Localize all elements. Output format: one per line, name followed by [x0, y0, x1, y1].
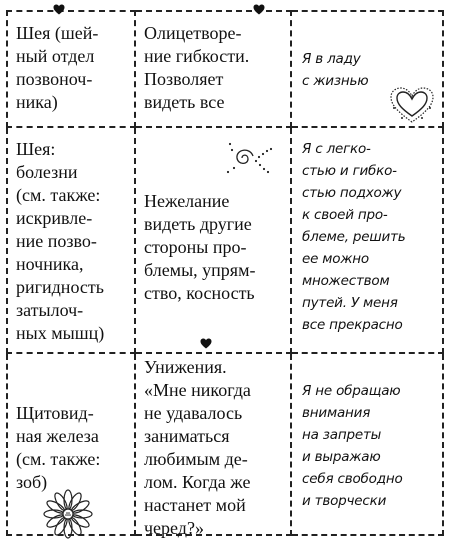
condition-text: Шея (шей- ный отдел позвоноч- ника) [16, 23, 99, 112]
cause-text: Нежелание видеть другие стороны про- блемы, упрям- ство, косность [144, 191, 256, 303]
daisy-flower-icon [42, 488, 94, 540]
condition-text: Щитовид- ная железа (см. также: зоб) [16, 403, 101, 492]
affirmation-table [6, 10, 444, 536]
heart-icon [53, 4, 65, 15]
cell-cause-3 [136, 354, 292, 536]
cell-affirmation-3 [292, 354, 444, 536]
affirmation-text: Я в ладу с жизнью [302, 51, 369, 89]
cell-affirmation-1 [292, 10, 444, 128]
affirmation-text: Я не обращаю внимания на запреты и выражаю себя свободно и творчески [302, 383, 403, 509]
cell-affirmation-2 [292, 128, 444, 354]
lace-heart-icon [388, 86, 436, 126]
cell-condition-1 [6, 10, 136, 128]
condition-text: Шея: болезни (см. также: искривле- ние позво- ночника, ригидность затылоч- ных мышц) [16, 139, 105, 343]
cell-condition-3 [6, 354, 136, 536]
heart-icon [200, 338, 212, 349]
affirmation-text: Я с легко- стью и гибко- стью подхожу к своей про- блеме, решить ее можно множеством путей. У меня все прекрасно [302, 141, 406, 333]
swirl-dots-icon [222, 136, 278, 178]
cell-condition-2 [6, 128, 136, 354]
cell-cause-2 [136, 128, 292, 354]
cell-cause-1 [136, 10, 292, 128]
cause-text: Олицетворе- ние гибкости. Позволяет видеть все [144, 23, 250, 112]
heart-icon [253, 4, 265, 15]
cause-text: Унижения. «Мне никогда не удавалось заниматься любимым де- лом. Когда же настанет мой черед?» [144, 357, 251, 538]
